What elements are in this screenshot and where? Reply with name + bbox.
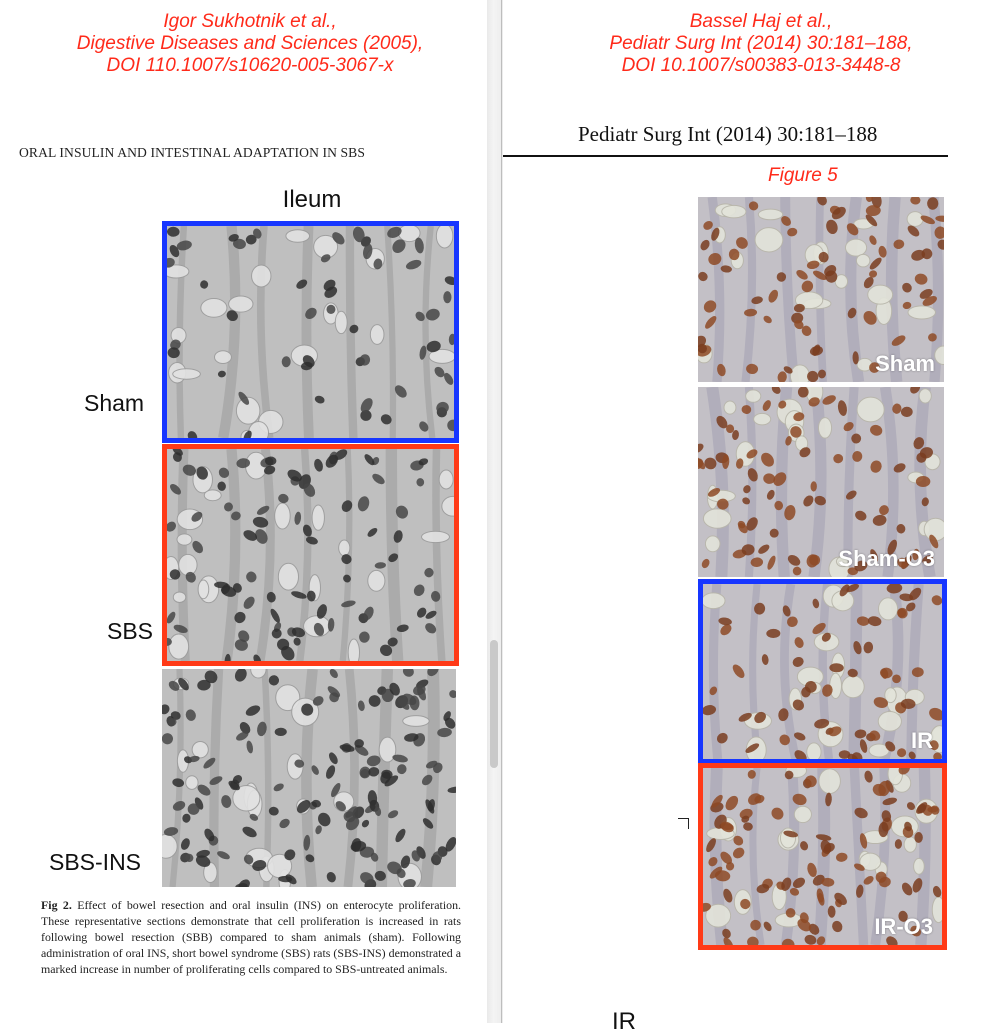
panel-tag-ir-o3: IR-O3	[874, 914, 933, 939]
micrograph-sbs-ins	[162, 669, 456, 887]
journal-header: Pediatr Surg Int (2014) 30:181–188	[578, 122, 878, 146]
cut-off-text: IR	[612, 1008, 636, 1035]
micrograph-sham	[162, 221, 459, 443]
figure-label: Figure 5	[768, 165, 838, 186]
caption-body: Effect of bowel resection and oral insulin (INS) on enterocyte proliferation. These representative sections demonstrate that cell proliferation is increased in rats following bowel resection (SBB) compared to sham animals (sham). Following administration of oral INS, short bowel syndrome (SBS) rats (SBS-INS) demonstrated a marked increase in number of proliferating cells compared to SBS-untreated animals.	[41, 898, 461, 977]
left-citation	[0, 11, 487, 77]
panel-tag-ir: IR	[911, 728, 933, 753]
panel-label-sbs: SBS	[107, 618, 154, 644]
left-document-pane	[0, 0, 487, 1023]
panel-tag-sham-o3: Sham-O3	[838, 546, 935, 571]
caption-lead: Fig 2.	[41, 898, 72, 912]
figure-caption	[41, 897, 461, 977]
header-rule	[503, 155, 948, 157]
micrograph-ir-o3	[698, 763, 947, 950]
micrograph-sham-o3	[698, 387, 944, 577]
right-citation-doi: DOI 10.1007/s00383-013-3448-8	[621, 55, 901, 76]
running-head: ORAL INSULIN AND INTESTINAL ADAPTATION IN SBS	[19, 145, 366, 160]
figure-title: Ileum	[282, 186, 342, 213]
micrograph-ir	[698, 579, 947, 764]
divider-line	[501, 0, 502, 1023]
panel-tag-sham: Sham	[875, 351, 935, 376]
panel-label-sham: Sham	[84, 390, 145, 416]
crop-mark	[678, 818, 689, 829]
left-citation-authors: Igor Sukhotnik et al.,	[163, 11, 337, 32]
micrograph-sbs	[162, 444, 459, 666]
scrollbar-thumb[interactable]	[490, 640, 498, 768]
left-citation-journal: Digestive Diseases and Sciences (2005),	[76, 33, 424, 54]
right-citation	[511, 11, 1007, 77]
right-citation-journal: Pediatr Surg Int (2014) 30:181–188,	[609, 33, 913, 54]
panel-label-sbs-ins: SBS-INS	[49, 849, 142, 875]
micrograph-sham-o	[698, 197, 944, 382]
right-citation-authors: Bassel Haj et al.,	[689, 11, 833, 32]
left-citation-doi: DOI 110.1007/s10620-005-3067-x	[106, 55, 394, 76]
